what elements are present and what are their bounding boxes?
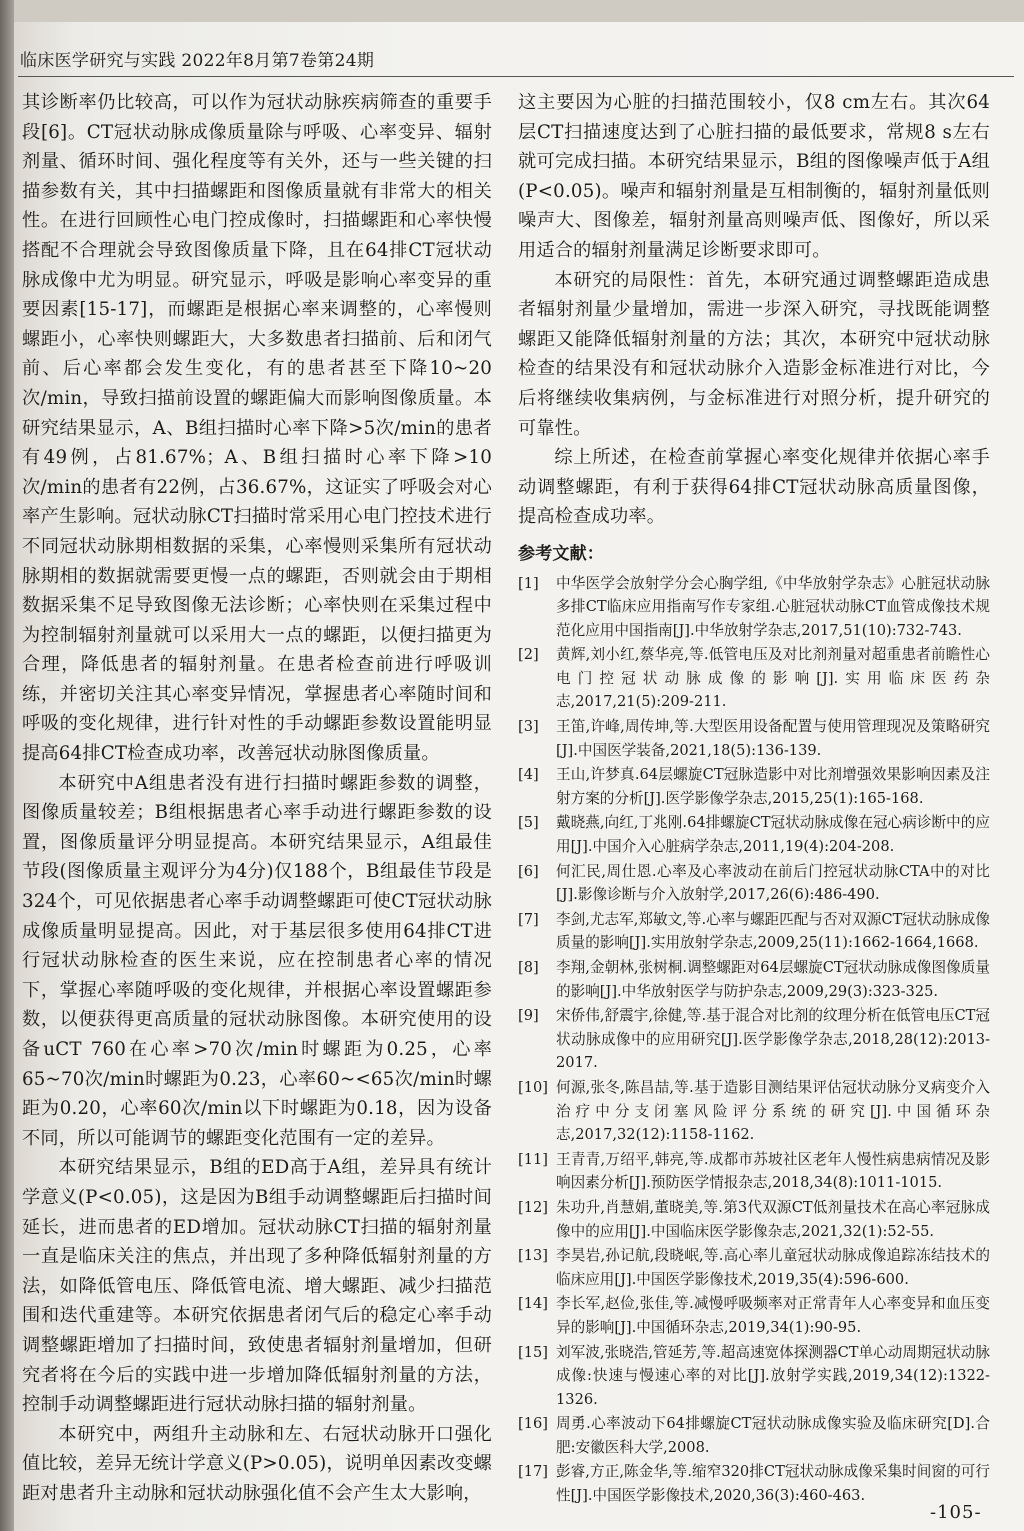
reference-item	[518, 908, 990, 955]
reference-number: [17]	[518, 1463, 548, 1481]
reference-number: [1]	[518, 574, 539, 592]
reference-number: [6]	[518, 862, 539, 880]
reference-item	[518, 763, 990, 810]
reference-number: [9]	[518, 1007, 539, 1025]
reference-item	[518, 956, 990, 1003]
reference-text: 何源,张冬,陈昌喆,等.基于造影目测结果评估冠状动脉分叉病变介入治疗中分支闭塞风险评分系统的研究[J].中国循环杂志,2017,32(12):1158-1162.	[556, 1078, 990, 1144]
reference-number: [10]	[518, 1078, 548, 1096]
reference-text: 王山,许梦真.64层螺旋CT冠脉造影中对比剂增强效果影响因素及注射方案的分析[J].医学影像学杂志,2015,25(1):165-168.	[556, 766, 990, 807]
reference-item	[518, 1341, 990, 1412]
reference-number: [13]	[518, 1247, 548, 1265]
reference-text: 李翔,金朝林,张树桐.调整螺距对64层螺旋CT冠状动脉成像图像质量的影响[J].中华放射医学与防护杂志,2009,29(3):323-325.	[556, 959, 990, 1000]
header-rule	[18, 76, 1014, 77]
reference-text: 李剑,尤志军,郑敏文,等.心率与螺距匹配与否对双源CT冠状动脉成像质量的影响[J].实用放射学杂志,2009,25(11):1662-1664,1668.	[556, 910, 990, 952]
reference-item	[518, 1244, 990, 1291]
reference-number: [2]	[518, 646, 539, 664]
reference-text: 刘军波,张晓浩,管延芳,等.超高速宽体探测器CT单心动周期冠状动脉成像:快速与慢速心率的对比[J].放射学实践,2019,34(12):1322-1326.	[556, 1343, 990, 1408]
reference-number: [8]	[518, 959, 539, 976]
reference-item	[518, 572, 990, 643]
reference-number: [11]	[518, 1150, 548, 1168]
reference-text: 王青青,万绍平,韩亮,等.成都市苏坡社区老年人慢性病患病情况及影响因素分析[J].预防医学情报杂志,2018,34(8):1011-1015.	[556, 1150, 990, 1192]
reference-text: 戴晓燕,向红,丁兆刚.64排螺旋CT冠状动脉成像在冠心病诊断中的应用[J].中国介入心脏病学杂志,2011,19(4):204-208.	[556, 814, 990, 856]
body-paragraph: 本研究中，两组升主动脉和左、右冠状动脉开口强化值比较，差异无统计学意义(P>0.05)，说明单因素改变螺距对患者升主动脉和冠状动脉强化值不会产生太大影响，	[22, 1423, 492, 1504]
reference-number: [3]	[518, 718, 539, 736]
body-paragraph: 其诊断率仍比较高，可以作为冠状动脉疾病筛查的重要手段[6]。CT冠状动脉成像质量除与呼吸、心率变异、辐射剂量、循环时间、强化程度等有关外，还与一些关键的扫描参数有关，其中扫描螺距和图像质量就有非常大的相关性。在进行回顾性心电门控成像时，扫描螺距和心率快慢搭配不合理就会导致图像质量下降，且在64排CT冠状动脉成像中尤为明显。研究显示，呼吸是影响心率变异的重要因素[15-17]，而螺距是根据心率来调整的，心率慢则螺距小，心率快则螺距大，大多数患者扫描前、后和闭气前、后心率都会发生变化，有的患者甚至下降10~20次/min，导致扫描前设置的螺距偏大而影响图像质量。本研究结果显示，A、B组扫描时心率下降>5次/min的患者有49例，占81.67%；A、B组扫描时心率下降>10次/min的患者有22例，占36.67%，这证实了呼吸会对心率产生影响。冠状动脉CT扫描时常采用心电门控技术进行不同冠状动脉期相数据的采集，心率慢则采集所有冠状动脉期相的数据就需要更慢一点的螺距，否则就会由于期相数据采集不足导致图像无法诊断；心率快则在采集过程中为控制辐射剂量就可以采用大一点的螺距，以便扫描更为合理，降低患者的辐射剂量。在患者检查前进行呼吸训练，并密切关注其心率变异情况，掌握患者心率随时间和呼吸的变化规律，进行针对性的手动螺距参数设置能明显提高64排CT检查成功率，改善冠状动脉图像质量。	[22, 92, 492, 765]
reference-text: 朱功升,肖慧娟,董晓美,等.第3代双源CT低剂量技术在高心率冠脉成像中的应用[J].中国临床医学影像杂志,2021,32(1):52-55.	[556, 1198, 990, 1240]
page-number: -105-	[930, 1502, 982, 1523]
reference-item	[518, 715, 990, 762]
reference-number: [14]	[518, 1295, 548, 1313]
reference-item	[518, 811, 990, 858]
reference-text: 中华医学会放射学分会心胸学组,《中华放射学杂志》心脏冠状动脉多排CT临床应用指南写作专家组.心脏冠状动脉CT血管成像技术规范化应用中国指南[J].中华放射学杂志,2017,51(10):732-743.	[556, 574, 990, 639]
reference-number: [5]	[518, 814, 539, 832]
references-list	[518, 572, 990, 1508]
reference-text: 彭睿,方正,陈金华,等.缩窄320排CT冠状动脉成像采集时间窗的可行性[J].中国医学影像技术,2020,36(3):460-463.	[556, 1463, 990, 1505]
reference-item	[518, 1076, 990, 1147]
running-head: 临床医学研究与实践 2022年8月第7卷第24期	[20, 51, 375, 71]
body-paragraph: 本研究的局限性：首先，本研究通过调整螺距造成患者辐射剂量少量增加，需进一步深入研究，寻找既能调整螺距又能降低辐射剂量的方法；其次，本研究中冠状动脉检查的结果没有和冠状动脉介入造影金标准进行对比，今后将继续收集病例，与金标准进行对照分析，提升研究的可靠性。	[518, 269, 990, 439]
body-paragraph: 这主要因为心脏的扫描范围较小，仅8 cm左右。其次64层CT扫描速度达到了心脏扫描的最低要求，常规8 s左右就可完成扫描。本研究结果显示，B组的图像噪声低于A组(P<0.05)。噪声和辐射剂量是互相制衡的，辐射剂量低则噪声大、图像差，辐射剂量高则噪声低、图像好，所以采用适合的辐射剂量满足诊断要求即可。	[518, 92, 990, 261]
reference-number: [16]	[518, 1415, 548, 1433]
reference-item	[518, 1460, 990, 1507]
reference-item	[518, 1004, 990, 1075]
reference-text: 周勇.心率波动下64排螺旋CT冠状动脉成像实验及临床研究[D].合肥:安徽医科大学,2008.	[556, 1415, 990, 1456]
reference-text: 李长军,赵俭,张佳,等.减慢呼吸频率对正常青年人心率变异和血压变异的影响[J].中国循环杂志,2019,34(1):90-95.	[556, 1295, 990, 1336]
reference-text: 何汇民,周仕恩.心率及心率波动在前后门控冠状动脉CTA中的对比[J].影像诊断与介入放射学,2017,26(6):486-490.	[556, 862, 990, 904]
reference-number: [4]	[518, 766, 539, 784]
reference-item	[518, 1148, 990, 1195]
body-paragraph: 综上所述，在检查前掌握心率变化规律并依据心率手动调整螺距，有利于获得64排CT冠状动脉高质量图像，提高检查成功率。	[518, 447, 990, 528]
book-spine-shadow	[0, 0, 14, 1531]
reference-item	[518, 1412, 990, 1459]
reference-item	[518, 1196, 990, 1243]
references-heading: 参考文献：	[518, 543, 604, 564]
reference-item	[518, 1292, 990, 1339]
right-column	[518, 88, 990, 1509]
reference-text: 宋侨伟,舒震宇,徐健,等.基于混合对比剂的纹理分析在低管电压CT冠状动脉成像中的应用研究[J].医学影像学杂志,2018,28(12):2013-2017.	[556, 1007, 990, 1072]
body-paragraph: 本研究中A组患者没有进行扫描时螺距参数的调整，图像质量较差；B组根据患者心率手动进行螺距参数的设置，图像质量评分明显提高。本研究结果显示，A组最佳节段(图像质量主观评分为4分)仅188个，B组最佳节段是324个，可见依据患者心率手动调整螺距可使CT冠状动脉成像质量明显提高。因此，对于基层很多使用64排CT进行冠状动脉检查的医生来说，应在控制患者心率的情况下，掌握心率随呼吸的变化规律，并根据心率设置螺距参数，以便获得更高质量的冠状动脉图像。本研究使用的设备uCT 760在心率>70次/min时螺距为0.25，心率65~70次/min时螺距为0.23，心率60~<65次/min时螺距为0.20，心率60次/min以下时螺距为0.18，因为设备不同，所以可能调节的螺距变化范围有一定的差异。	[22, 772, 492, 1149]
reference-text: 李昊岩,孙记航,段晓岷,等.高心率儿童冠状动脉成像追踪冻结技术的临床应用[J].中国医学影像技术,2019,35(4):596-600.	[556, 1247, 990, 1288]
reference-item	[518, 643, 990, 714]
body-paragraph: 本研究结果显示，B组的ED高于A组，差异具有统计学意义(P<0.05)，这是因为B组手动调整螺距后扫描时间延长，进而患者的ED增加。冠状动脉CT扫描的辐射剂量一直是临床关注的焦点，并出现了多种降低辐射剂量的方法，如降低管电压、降低管电流、增大螺距、减少扫描范围和迭代重建等。本研究依据患者闭气后的稳定心率手动调整螺距增加了扫描时间，致使患者辐射剂量增加，但研究者将在今后的实践中进一步增加降低辐射剂量的方法，控制手动调整螺距进行冠状动脉扫描的辐射剂量。	[22, 1157, 492, 1416]
reference-number: [7]	[518, 910, 539, 928]
reference-number: [15]	[518, 1343, 548, 1361]
reference-text: 王笛,许峰,周传坤,等.大型医用设备配置与使用管理现况及策略研究[J].中国医学装备,2021,18(5):136-139.	[556, 718, 990, 759]
reference-item	[518, 860, 990, 907]
reference-text: 黄辉,刘小红,蔡华亮,等.低管电压及对比剂剂量对超重患者前瞻性心电门控冠状动脉成像的影响[J].实用临床医药杂志,2017,21(5):209-211.	[556, 646, 990, 711]
reference-number: [12]	[518, 1198, 548, 1216]
left-column	[22, 88, 492, 1509]
